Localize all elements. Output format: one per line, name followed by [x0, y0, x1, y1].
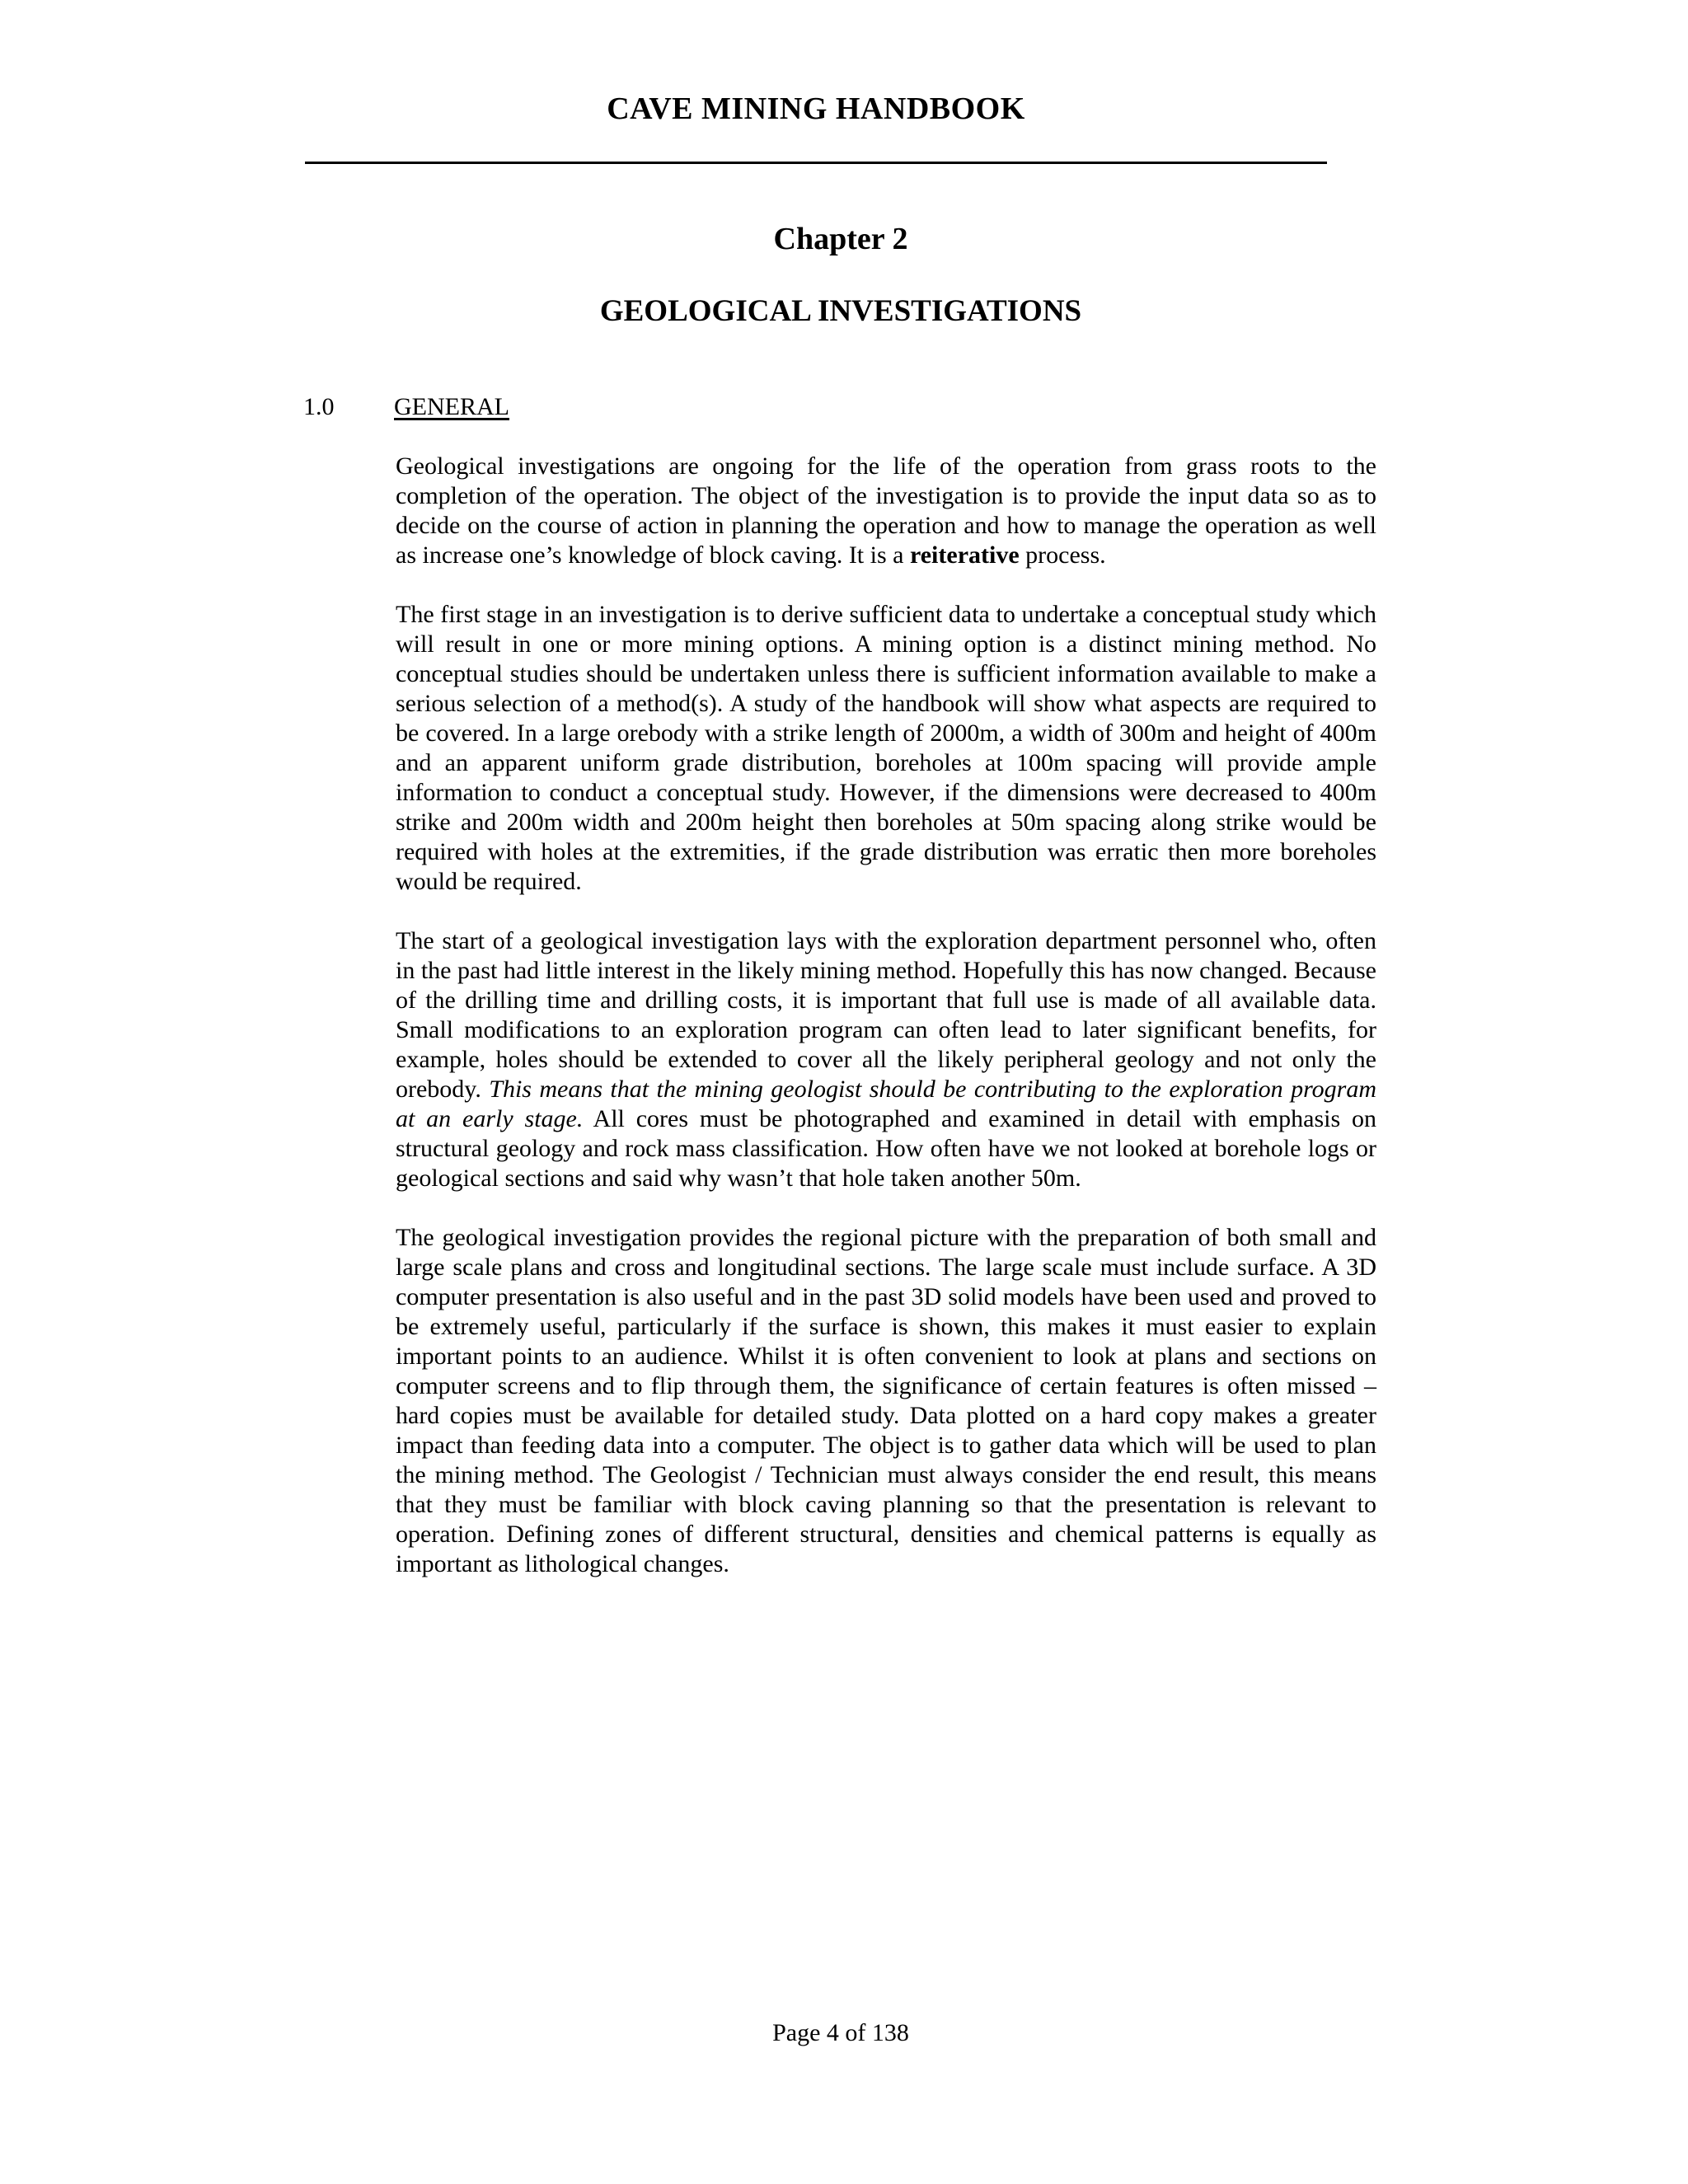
paragraph-3-italic-text: This means that the mining geologist should be contributing to the exploration program at an early stage. — [396, 1076, 1376, 1132]
body-text — [396, 452, 1376, 1579]
paragraph-4: The geological investigation provides the regional picture with the preparation of both small and large scale plans and cross and longitudinal sections. The large scale must include surface. A 3D computer presentation is also useful and in the past 3D solid models have been used and proved to be extremely useful, particularly if the surface is shown, this makes it must easier to explain important points to an audience. Whilst it is often convenient to look at plans and sections on computer screens and to flip through them, the significance of certain features is often missed – hard copies must be available for detailed study. Data plotted on a hard copy makes a greater impact than feeding data into a computer. The object is to gather data which will be used to plan the mining method. The Geologist / Technician must always consider the end result, this means that they must be familiar with block caving planning so that the presentation is relevant to operation. Defining zones of different structural, densities and chemical patterns is equally as important as lithological changes. — [396, 1224, 1376, 1577]
chapter-number: Chapter 2 — [773, 222, 908, 256]
paragraph-3-text-a: The start of a geological investigation lays with the exploration department personnel who, often in the past had little interest in the likely mining method. Hopefully this has now changed. Because of the drilling time and drilling costs, it is important that full use is made of all available data. Small modifications to an exploration program can often lead to later significant benefits, for example, holes should be extended to cover all the likely peripheral geology and not only the orebody. — [396, 927, 1376, 1103]
paragraph-2: The first stage in an investigation is to derive sufficient data to undertake a conceptual study which will result in one or more mining options. A mining option is a distinct mining method. No conceptual studies should be undertaken unless there is sufficient information available to make a serious selection of a method(s). A study of the handbook will show what aspects are required to be covered. In a large orebody with a strike length of 2000m, a width of 300m and height of 400m and an apparent uniform grade distribution, boreholes at 100m spacing will provide ample information to conduct a conceptual study. However, if the dimensions were decreased to 400m strike and 200m width and 200m height then boreholes at 50m spacing along strike would be required with holes at the extremities, if the grade distribution was erratic then more boreholes would be required. — [396, 601, 1376, 895]
paragraph-1 — [396, 452, 1376, 570]
paragraph-1-text-a: Geological investigations are ongoing for the life of the operation from grass roots to the completion of the operation. The object of the investigation is to provide the input data so as to decide on the course of action in planning the operation and how to manage the operation as well as increase one’s knowledge of block caving. It is a — [396, 452, 1376, 569]
chapter-title: GEOLOGICAL INVESTIGATIONS — [599, 294, 1082, 328]
paragraph-3 — [396, 926, 1376, 1193]
paragraph-1-text-b: process. — [1019, 541, 1106, 569]
running-header: CAVE MINING HANDBOOK — [607, 91, 1025, 126]
section-title: GENERAL — [394, 393, 509, 420]
section-number: 1.0 — [303, 393, 335, 420]
paragraph-3-text-b: All cores must be photographed and examined in detail with emphasis on structural geology and rock mass classification. How often have we not looked at borehole logs or geological sections and said why wasn’t that hole taken another 50m. — [396, 1105, 1376, 1192]
header-rule — [305, 162, 1327, 164]
paragraph-1-bold-term: reiterative — [909, 541, 1020, 569]
page-number: Page 4 of 138 — [772, 2019, 909, 2046]
